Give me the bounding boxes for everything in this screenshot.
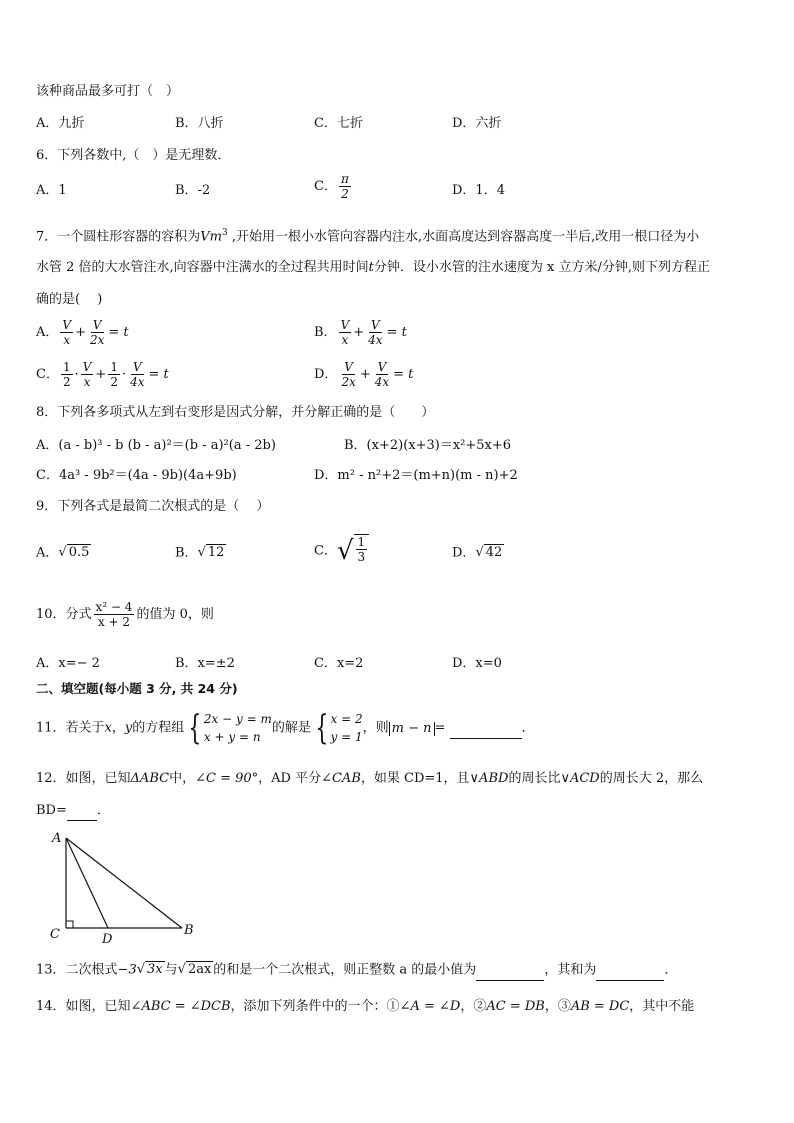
sqrt (178, 961, 214, 979)
q12-text: BD= (36, 803, 67, 818)
condition-2: AC = DB (486, 999, 545, 1014)
absolute-value: m − n (389, 722, 435, 736)
system-rows (331, 710, 363, 746)
fraction (60, 318, 73, 347)
q7-text: 7．一个圆柱形容器的容积为 (36, 229, 201, 245)
radical-sign: √ (197, 545, 206, 560)
q7-text: ,开始用一根小水管向容器内注水,水面高度达到容器高度一半后,改用一根口径为小 (227, 229, 700, 245)
q8-option-d: D．m² - n²+2＝(m+n)(m - n)+2 (314, 468, 518, 483)
fraction-denominator: 4x (374, 375, 390, 389)
plus-sign: + (353, 325, 365, 340)
fraction (373, 360, 391, 389)
fraction (356, 535, 368, 564)
q9-stem: 9．下列各式是最简二次根式的是（ ） (36, 499, 270, 514)
fraction-denominator: x (63, 333, 71, 347)
equals-t: = t (386, 325, 407, 340)
q7-option-d (314, 360, 413, 389)
q7-option-a (36, 318, 129, 347)
fraction-numerator: V (62, 318, 72, 332)
dot-sign: · (74, 367, 79, 382)
fraction-denominator: 2x (341, 375, 356, 389)
fraction-numerator: V (340, 318, 350, 332)
triangle-figure (44, 826, 204, 948)
fraction-denominator: x + 2 (97, 615, 131, 629)
fraction (81, 360, 94, 389)
q14-text: ，② (460, 999, 487, 1014)
q10-text: 的值为 0，则 (136, 607, 214, 622)
q14-text: ，添加下列条件中的一个：① (230, 999, 400, 1014)
period: ． (96, 803, 110, 818)
angle-cab: ∠CAB (321, 771, 361, 786)
fraction-denominator: 2 (62, 375, 71, 389)
radical-sign: √ (58, 545, 67, 560)
q7-volume-var: Vm (200, 229, 222, 245)
fraction-numerator: V (92, 318, 102, 332)
given-condition: ∠ABC = ∠DCB (130, 999, 231, 1014)
plus-sign: + (75, 325, 86, 340)
option-label: B． (314, 325, 337, 340)
label-c: C (50, 927, 60, 942)
q13-text: 13．二次根式 (36, 962, 118, 978)
brace-symbol: { (315, 708, 329, 748)
q13-text: ，其和为 (544, 962, 597, 978)
q10-text: 10．分式 (36, 607, 92, 622)
fraction (61, 360, 73, 389)
fraction-numerator: V (82, 360, 92, 374)
q7-time-var: t (368, 260, 374, 275)
q8-stem: 8．下列各多项式从左到右变形是因式分解，并分解正确的是（ ） (36, 405, 435, 420)
sqrt (58, 544, 91, 562)
q7-line-2 (36, 259, 710, 277)
fraction-denominator: x (341, 333, 349, 347)
q5-stem-tail: 该种商品最多可打（ ） (36, 84, 180, 99)
fraction-denominator: 3 (357, 550, 366, 564)
q10-option-a: A．x=− 2 (36, 656, 100, 671)
fraction-denominator: x (83, 375, 91, 389)
system-eq-1: 2x − y = m (203, 712, 272, 726)
solution-1: x = 2 (330, 712, 363, 726)
fraction (108, 360, 120, 389)
right-angle-mark (66, 921, 73, 928)
radicand: 0.5 (68, 545, 90, 560)
q9-option-a (36, 544, 91, 563)
q10-option-c: C．x=2 (314, 656, 364, 671)
radical-sign: √ (177, 962, 186, 977)
q7-line-1 (36, 224, 699, 246)
answer-blank[interactable] (596, 962, 664, 981)
side-ab (66, 838, 182, 928)
equals-t: = t (393, 367, 414, 382)
dot-sign: · (121, 367, 127, 382)
brace-symbol: { (188, 708, 202, 748)
fraction-denominator: 2 (341, 187, 349, 201)
fraction-numerator: 1 (110, 360, 118, 374)
system-eq-2: x + y = n (203, 730, 261, 744)
period: ． (664, 962, 678, 978)
q10-stem (36, 600, 214, 629)
q12-text: 的周长比 (508, 771, 561, 786)
q6-option-d: D．1．4 (452, 183, 505, 198)
label-a: A (52, 831, 62, 846)
q11-stem (36, 710, 535, 746)
q7-text: 水管 2 倍的大水管注水,向容器中注满水的全过程共用时间 (36, 260, 369, 275)
period: ． (521, 720, 535, 736)
fraction-denominator: 4x (368, 333, 383, 347)
q12-text: 12．如图，已知 (36, 771, 131, 786)
condition-1: ∠A = ∠D (399, 999, 461, 1014)
q11-text: 的解是 (271, 720, 311, 736)
q12-line-2 (36, 802, 110, 821)
option-label: C． (36, 367, 59, 382)
fraction-numerator: V (377, 360, 387, 374)
solution-2: y = 1 (330, 730, 363, 744)
fraction (366, 318, 384, 347)
option-label: A． (36, 325, 59, 340)
q10-option-d: D．x=0 (452, 656, 502, 671)
triangle-abc: ΔABC (130, 771, 170, 786)
fraction-numerator: x² − 4 (95, 600, 133, 614)
fraction-numerator: V (371, 318, 380, 332)
condition-3: AB = DC (570, 999, 630, 1014)
q8-option-a: A．(a - b)³ - b (b - a)²＝(b - a)²(a - 2b) (36, 438, 276, 453)
option-label: A． (36, 545, 59, 561)
option-label: D． (314, 367, 338, 382)
fraction-denominator: 2 (110, 375, 118, 389)
angle-c: ∠C = 90° (195, 771, 259, 786)
q12-text: 的周长大 2，那么 (599, 771, 704, 786)
q8-option-c: C．4a³ - 9b²＝(4a - 9b)(4a+9b) (36, 468, 237, 483)
q6-option-c-fraction (339, 172, 351, 201)
var-x: x (104, 720, 112, 736)
fraction-numerator: V (344, 360, 353, 374)
fraction-denominator: 2x (89, 333, 105, 347)
q7-line-3: 确的是( ) (36, 292, 103, 307)
q9-option-c (314, 534, 369, 568)
radical-sign: √ (336, 536, 354, 566)
q13-text: 与 (164, 962, 178, 978)
q13-text: 的和是一个二次根式，则正整数 a 的最小值为 (213, 962, 477, 978)
radical-sign: √ (136, 962, 146, 977)
q6-option-c-label: C． (314, 179, 337, 194)
q6-stem: 6．下列各数中,（ ）是无理数． (36, 148, 231, 163)
equals: = (434, 720, 450, 736)
q7-text: 分钟．设小水管的注水速度为 x 立方米/分钟,则下列方程正 (373, 260, 711, 275)
q14-text: 14．如图，已知 (36, 999, 131, 1014)
q6-option-c (314, 172, 353, 201)
sqrt (198, 544, 227, 562)
var-y: y (124, 720, 133, 736)
radicand: 42 (485, 545, 503, 560)
equals-t: = t (108, 325, 129, 340)
answer-blank[interactable] (450, 720, 522, 739)
q14-stem (36, 998, 694, 1016)
fraction (339, 360, 357, 389)
fraction-numerator: 1 (357, 535, 366, 549)
q12-text: 中， (169, 771, 196, 786)
section-heading: 二、填空题(每小题 3 分, 共 24 分) (36, 681, 238, 696)
q11-text: 11．若关于 (36, 720, 105, 736)
radicand: 3x (147, 962, 163, 977)
q7-option-b (314, 318, 407, 347)
equation-system (184, 710, 272, 746)
plus-sign: + (359, 367, 371, 382)
q5-option-b: B．八折 (175, 116, 224, 131)
option-label: D． (452, 545, 476, 561)
fraction (128, 360, 146, 389)
q11-text: ，则 (362, 720, 389, 736)
q7-option-c (36, 360, 169, 389)
fraction-numerator: V (132, 360, 142, 374)
q13-stem (36, 961, 677, 981)
fraction (339, 318, 352, 347)
fraction-denominator: 4x (130, 375, 145, 389)
q5-option-c: C．七折 (314, 116, 363, 131)
sqrt (337, 534, 369, 568)
q11-text: 的方程组 (132, 720, 185, 736)
equals-t: = t (148, 367, 169, 382)
q12-text: ，如果 CD=1，且 (360, 771, 470, 786)
option-label: C． (314, 543, 337, 559)
fraction (88, 318, 106, 347)
q8-option-b: B．(x+2)(x+3)＝x²+5x+6 (344, 438, 512, 453)
sqrt (475, 544, 504, 562)
label-b: B (184, 923, 194, 938)
radical-sign: √ (475, 545, 484, 560)
fraction-numerator: π (340, 172, 349, 186)
triangle-acd: ∨ACD (560, 771, 600, 786)
q12-line-1 (36, 770, 703, 788)
label-d: D (102, 932, 113, 947)
system-rows (204, 710, 272, 746)
q5-option-a: A．九折 (36, 116, 85, 131)
triangle-abd: ∨ABD (469, 771, 509, 786)
q9-option-d (452, 544, 504, 563)
segment-ad (66, 838, 108, 928)
q12-text: ，AD 平分 (258, 771, 322, 786)
q6-option-a: A．1 (36, 183, 67, 198)
sqrt (137, 961, 165, 979)
radicand (354, 534, 370, 568)
radicand: 2ax (187, 962, 212, 977)
q10-fraction (94, 600, 135, 629)
q7-volume-exp: 3 (222, 228, 228, 238)
fraction-numerator: 1 (62, 360, 71, 374)
coefficient: −3 (117, 962, 137, 978)
solution-system (311, 710, 363, 746)
answer-blank[interactable] (67, 802, 97, 821)
q9-option-b (175, 544, 226, 563)
option-label: B． (175, 545, 198, 561)
radicand: 12 (207, 545, 225, 560)
plus-sign: + (95, 367, 107, 382)
q14-text: ，其中不能 (629, 999, 695, 1014)
answer-blank[interactable] (476, 962, 544, 981)
q5-option-d: D．六折 (452, 116, 502, 131)
q10-option-b: B．x=±2 (175, 656, 235, 671)
q14-text: ，③ (544, 999, 571, 1014)
comma: ， (111, 720, 125, 736)
q6-option-b: B．-2 (175, 183, 211, 198)
